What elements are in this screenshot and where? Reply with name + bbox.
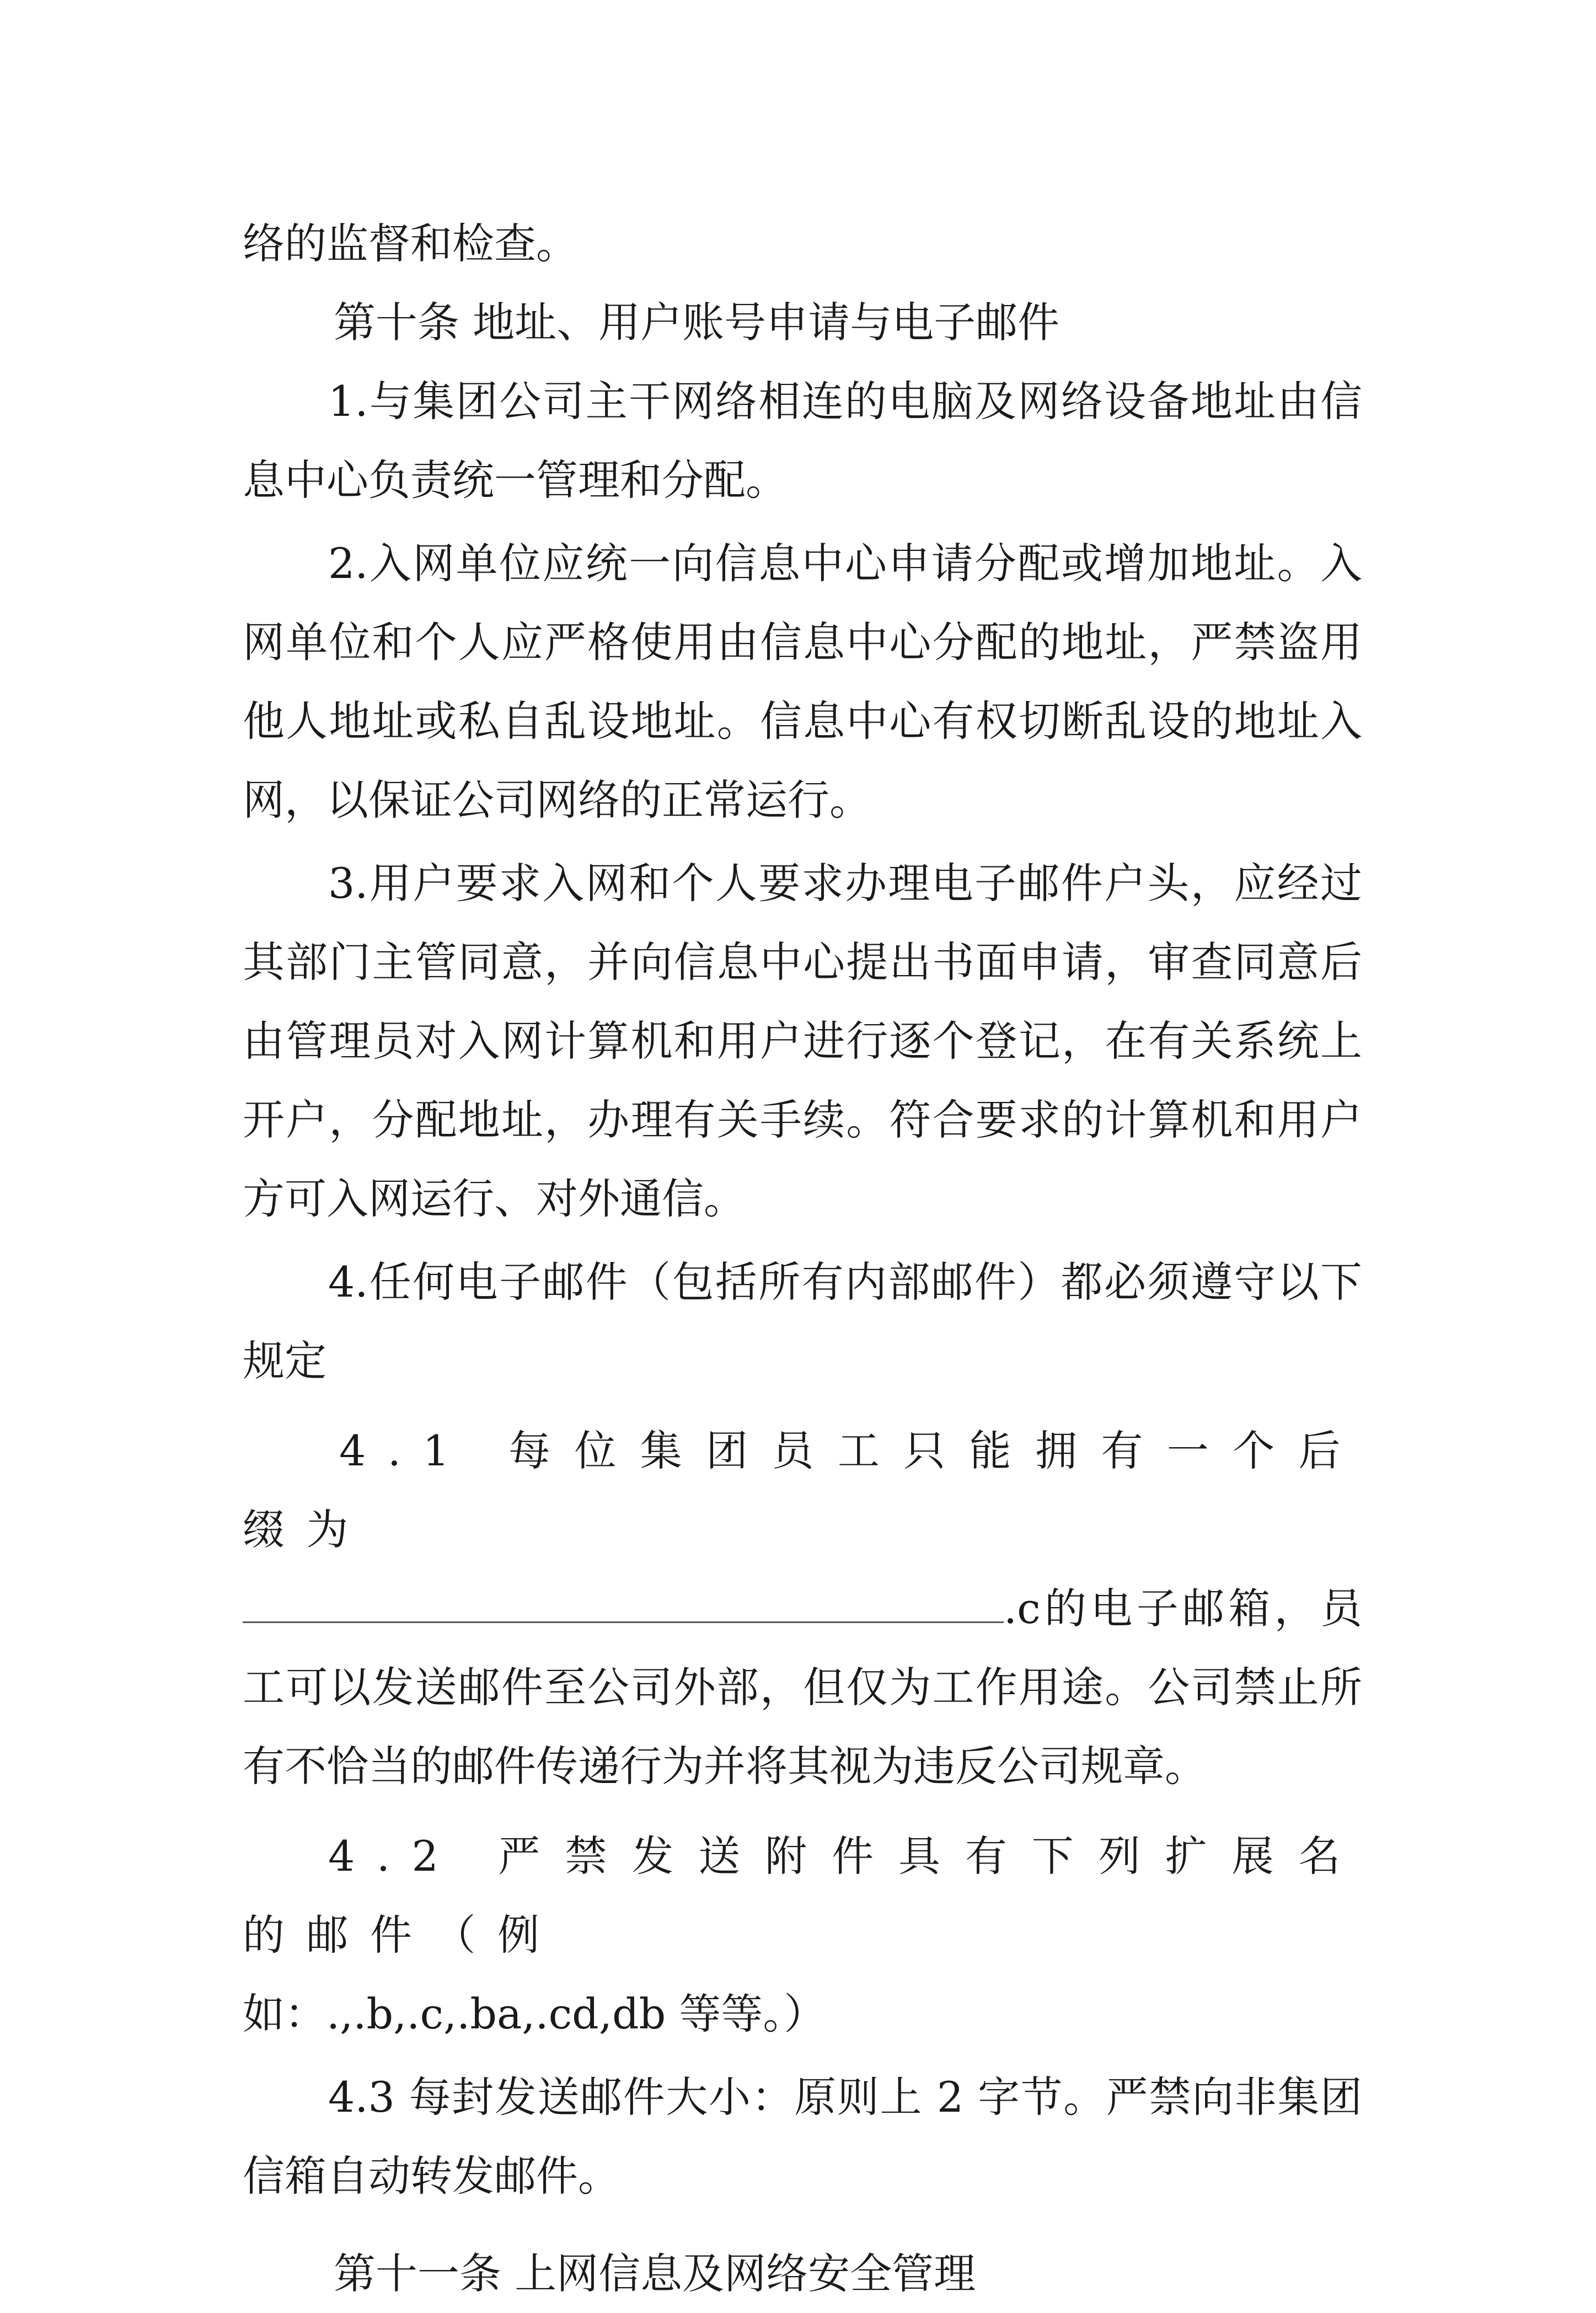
- blank-underline: [243, 1588, 1004, 1623]
- clause-4-2-body: 如：.,.b,.c,.ba,.cd,db 等等。）: [243, 1989, 826, 2038]
- clause-4-3: 4.3 每封发送邮件大小：原则上 2 字节。严禁向非集团信箱自动转发邮件。: [243, 2073, 1362, 2200]
- document-page: [243, 204, 1362, 2313]
- clause-3: 3.用户要求入网和个人要求办理电子邮件户头，应经过其部门主管同意，并向信息中心提出书面申请，审查同意后由管理员对入网计算机和用户进行逐个登记，在有关系统上开户，分配地址，办理有关手续。符合要求的计算机和用户方可入网运行、对外通信。: [243, 859, 1362, 1223]
- clause-4-1-first-line: [243, 1411, 1362, 1569]
- clause-1: 1.与集团公司主干网络相连的电脑及网络设备地址由信息中心负责统一管理和分配。: [243, 377, 1362, 505]
- clause-2: 2.入网单位应统一向信息中心申请分配或增加地址。入网单位和个人应严格使用由信息中心分配的地址，严禁盗用他人地址或私自乱设地址。信息中心有权切断乱设的地址入网，以保证公司网络的正常运行。: [243, 539, 1362, 824]
- clause-4-1-body: [243, 1569, 1362, 1806]
- article-10-heading: 第十条 地址、用户账号申请与电子邮件: [334, 298, 1060, 347]
- clause-4-1-text: .c的电子邮箱，员工可以发送邮件至公司外部，但仅为工作用途。公司禁止所有不恰当的邮件传递行为并将其视为违反公司规章。: [243, 1584, 1362, 1791]
- clause-4: 4.任何电子邮件（包括所有内部邮件）都必须遵守以下规定: [243, 1257, 1362, 1385]
- paragraph-continuation: 络的监督和检查。: [243, 219, 578, 268]
- clause-4-2-first-line: [243, 1817, 1362, 1974]
- clause-4-2-intro: 4.2 严禁发送附件具有下列扩展名的邮件（例: [243, 1832, 1362, 1959]
- clause-4-1-intro: 4.1 每位集团员工只能拥有一个后缀为: [243, 1426, 1362, 1554]
- article-11-heading: 第十一条 上网信息及网络安全管理: [334, 2249, 976, 2298]
